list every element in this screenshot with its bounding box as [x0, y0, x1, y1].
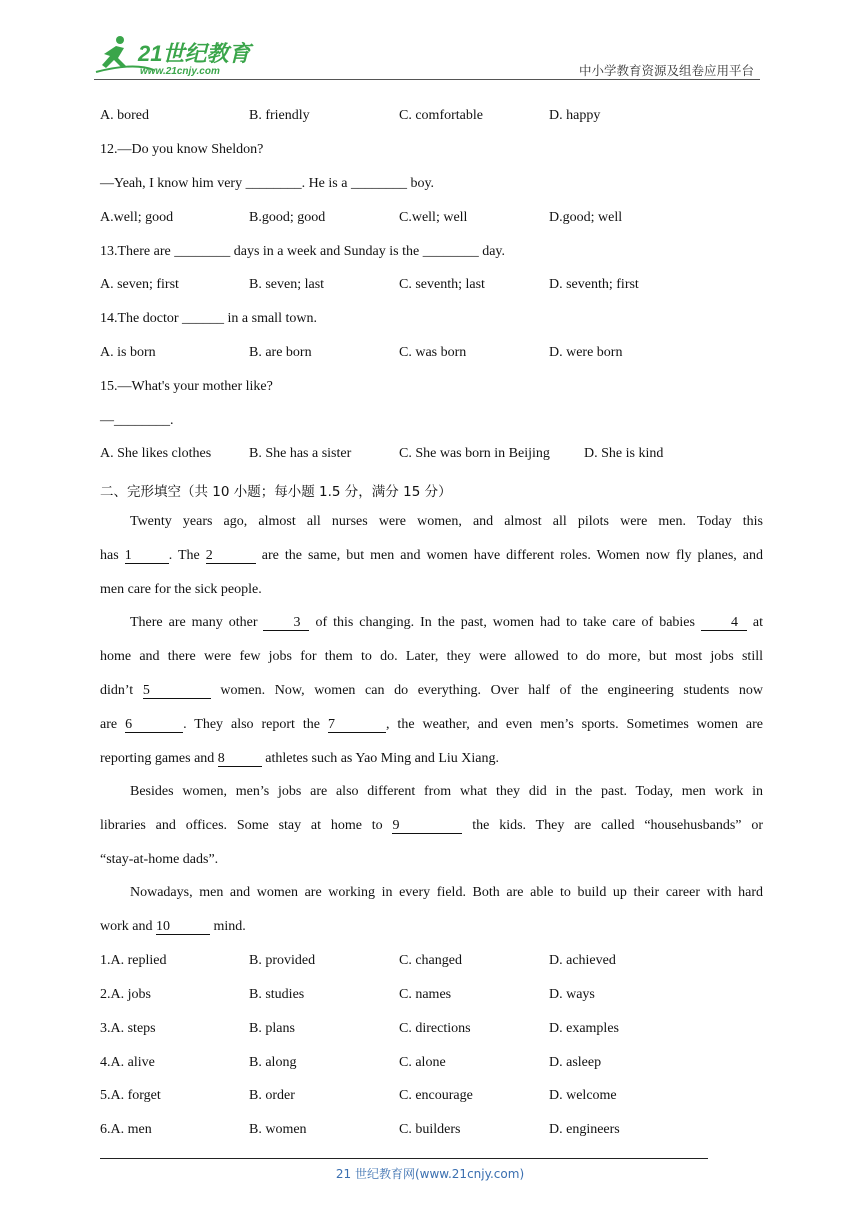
q14-option-d[interactable]: D. were born: [549, 345, 623, 360]
passage-line: There are many other 3 of this changing. In the past, women had to take care of babies 4 at: [130, 615, 764, 630]
cloze-1-option-a[interactable]: 1.A. replied: [100, 953, 167, 968]
cloze-3-option-b[interactable]: B. plans: [249, 1021, 295, 1036]
q14-stem: 14.The doctor ______ in a small town.: [100, 311, 317, 326]
cloze-6-option-b[interactable]: B. women: [249, 1122, 307, 1137]
q13-option-c[interactable]: C. seventh; last: [399, 277, 485, 292]
passage-paragraph-3: [100, 775, 763, 877]
footer-divider: [100, 1158, 708, 1159]
cloze-2-option-d[interactable]: D. ways: [549, 987, 595, 1002]
passage-line: men care for the sick people.: [100, 582, 262, 597]
q14-option-a[interactable]: A. is born: [100, 345, 156, 360]
cloze-1-option-b[interactable]: B. provided: [249, 953, 316, 968]
section-title-cloze: 二、完形填空（共 10 小题；每小题 1.5 分，满分 15 分）: [100, 484, 452, 500]
passage-line: Twenty years ago, almost all nurses were women, and almost all pilots were men. Today this: [130, 514, 763, 529]
cloze-2-option-c[interactable]: C. names: [399, 987, 452, 1002]
cloze-5-option-a[interactable]: 5.A. forget: [100, 1088, 161, 1103]
q15-option-b[interactable]: B. She has a sister: [249, 446, 352, 461]
passage-line: work and 10 mind.: [100, 919, 246, 934]
q13-option-d[interactable]: D. seventh; first: [549, 277, 639, 292]
cloze-4-option-b[interactable]: B. along: [249, 1055, 297, 1070]
cloze-6-option-c[interactable]: C. builders: [399, 1122, 461, 1137]
blank-4[interactable]: 4: [701, 615, 747, 631]
logo-url: www.21cnjy.com: [140, 66, 220, 77]
passage-paragraph-4: [100, 876, 763, 944]
runner-logo-icon: [94, 34, 259, 78]
q13-stem: 13.There are ________ days in a week and Sunday is the ________ day.: [100, 244, 505, 259]
cloze-4-option-d[interactable]: D. asleep: [549, 1055, 602, 1070]
q14-option-c[interactable]: C. was born: [399, 345, 467, 360]
passage-line: Besides women, men’s jobs are also different from what they did in the past. Today, men work in: [130, 784, 763, 799]
q13-option-a[interactable]: A. seven; first: [100, 277, 179, 292]
q15-option-d[interactable]: D. She is kind: [584, 446, 664, 461]
header-divider: [94, 79, 760, 80]
cloze-2-option-a[interactable]: 2.A. jobs: [100, 987, 151, 1002]
cloze-3-option-d[interactable]: D. examples: [549, 1021, 619, 1036]
q11-option-b[interactable]: B. friendly: [249, 108, 310, 123]
blank-9[interactable]: 9: [392, 818, 462, 834]
q11-option-d[interactable]: D. happy: [549, 108, 601, 123]
q12-option-c[interactable]: C.well; well: [399, 210, 468, 225]
passage-line: has 1 . The 2 are the same, but men and women have different roles. Women now fly planes, and: [100, 548, 764, 563]
footer-link[interactable]: 21 世纪教育网(www.21cnjy.com): [335, 1167, 525, 1181]
cloze-2-option-b[interactable]: B. studies: [249, 987, 305, 1002]
q15-option-c[interactable]: C. She was born in Beijing: [399, 446, 550, 461]
q13-option-b[interactable]: B. seven; last: [249, 277, 325, 292]
cloze-4-option-a[interactable]: 4.A. alive: [100, 1055, 155, 1070]
cloze-4-option-c[interactable]: C. alone: [399, 1055, 446, 1070]
q12-option-d[interactable]: D.good; well: [549, 210, 623, 225]
blank-1[interactable]: 1: [125, 548, 169, 564]
q14-option-b[interactable]: B. are born: [249, 345, 312, 360]
blank-8[interactable]: 8: [218, 751, 262, 767]
blank-7[interactable]: 7: [328, 717, 386, 733]
blank-6[interactable]: 6: [125, 717, 183, 733]
cloze-1-option-c[interactable]: C. changed: [399, 953, 462, 968]
passage-line: didn’t 5 women. Now, women can do everything. Over half of the engineering students now: [100, 683, 763, 698]
cloze-6-option-d[interactable]: D. engineers: [549, 1122, 620, 1137]
q15-option-a[interactable]: A. She likes clothes: [100, 446, 212, 461]
cloze-6-option-a[interactable]: 6.A. men: [100, 1122, 152, 1137]
passage-line: are 6 . They also report the 7 , the weather, and even men’s sports. Sometimes women are: [100, 717, 764, 732]
q11-option-c[interactable]: C. comfortable: [399, 108, 483, 123]
blank-3[interactable]: 3: [263, 615, 309, 631]
cloze-3-option-c[interactable]: C. directions: [399, 1021, 471, 1036]
cloze-5-option-c[interactable]: C. encourage: [399, 1088, 473, 1103]
passage-paragraph-1: [100, 505, 763, 607]
passage-paragraph-2: [100, 606, 763, 776]
cloze-5-option-b[interactable]: B. order: [249, 1088, 295, 1103]
cloze-1-option-d[interactable]: D. achieved: [549, 953, 616, 968]
header-platform-name: 中小学教育资源及组卷应用平台: [578, 63, 754, 78]
q12-option-a[interactable]: A.well; good: [100, 210, 174, 225]
site-logo: [94, 34, 259, 78]
q15-stem: 15.—What's your mother like?: [100, 379, 273, 394]
blank-5[interactable]: 5: [143, 683, 211, 699]
q12-line2: —Yeah, I know him very ________. He is a ________ boy.: [100, 176, 435, 191]
q12-option-b[interactable]: B.good; good: [249, 210, 326, 225]
blank-10[interactable]: 10: [156, 919, 210, 935]
cloze-3-option-a[interactable]: 3.A. steps: [100, 1021, 156, 1036]
passage-line: “stay-at-home dads”.: [100, 852, 219, 867]
q15-line2: —________.: [100, 413, 174, 428]
q11-option-a[interactable]: A. bored: [100, 108, 149, 123]
cloze-5-option-d[interactable]: D. welcome: [549, 1088, 617, 1103]
passage-line: Nowadays, men and women are working in every field. Both are able to build up their career with hard: [130, 885, 763, 900]
blank-2[interactable]: 2: [206, 548, 256, 564]
q12-stem: 12.—Do you know Sheldon?: [100, 142, 264, 157]
passage-line: home and there were few jobs for them to do. Later, they were allowed to do more, but most jobs still: [100, 649, 763, 664]
logo-text: 21世纪教育: [138, 41, 251, 66]
passage-line: reporting games and 8 athletes such as Yao Ming and Liu Xiang.: [100, 751, 499, 766]
passage-line: libraries and offices. Some stay at home to 9 the kids. They are called “househusbands” or: [100, 818, 763, 833]
